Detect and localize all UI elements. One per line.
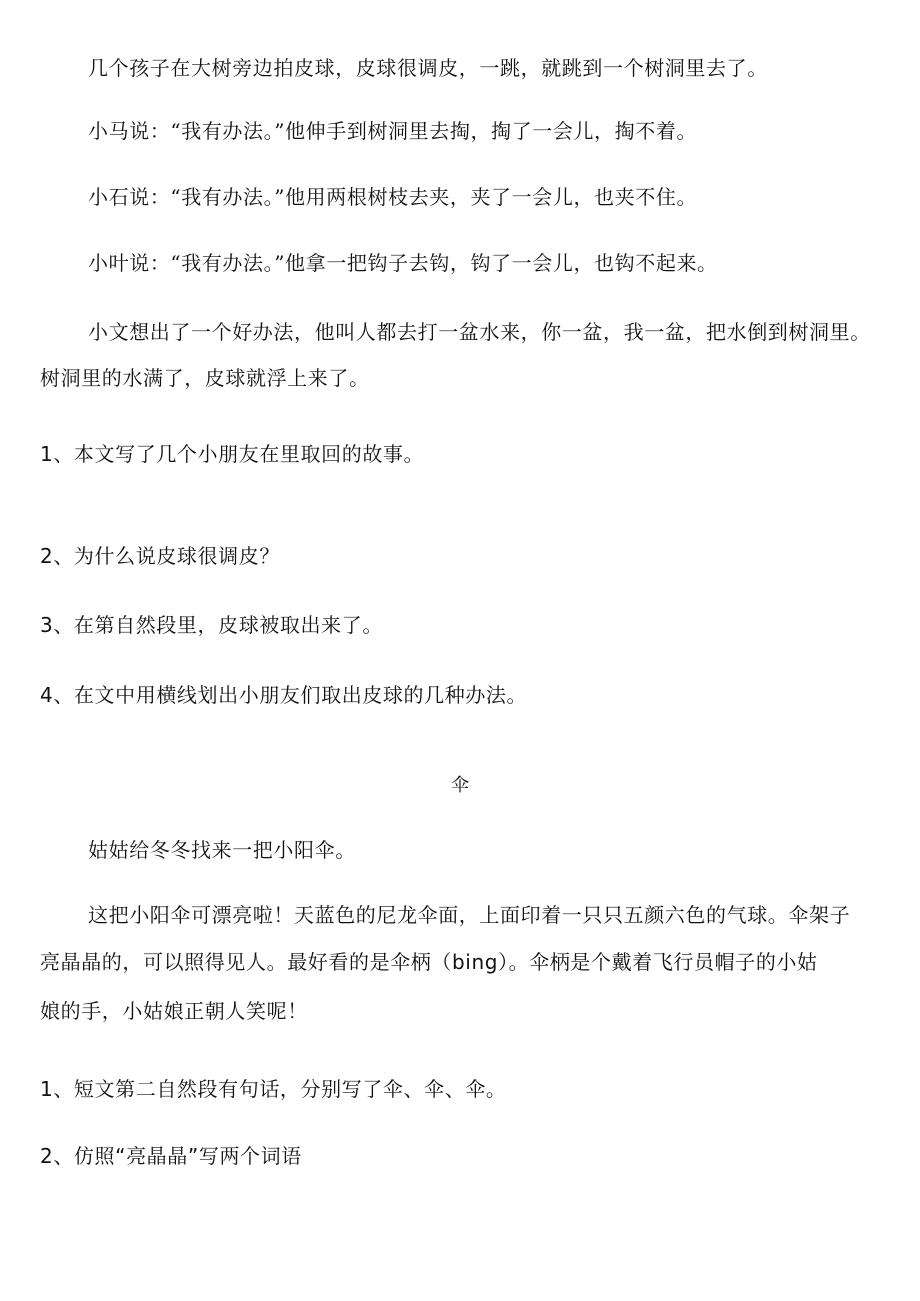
story2-question-1: 1、短文第二自然段有句话，分别写了伞、伞、伞。 [40,1077,507,1101]
story2-paragraph-2-line-2-text-b: ）。伞柄是个戴着飞行员帽子的小姑 [498,950,818,974]
story2-question-2: 2、仿照“亮晶晶”写两个词语 [40,1144,302,1168]
story2-paragraph-2-line-3: 娘的手，小姑娘正朝人笑呢！ [40,999,308,1023]
story1-paragraph-3: 小石说：“我有办法。”他用两根树枝去夹，夹了一会儿，也夹不住。 [88,185,698,209]
pinyin-bing: bing [452,950,499,974]
story1-question-3: 3、在第自然段里，皮球被取出来了。 [40,613,383,637]
story1-question-1: 1、本文写了几个小朋友在里取回的故事。 [40,442,425,466]
story1-paragraph-5-line-2: 树洞里的水满了，皮球就浮上来了。 [40,366,370,390]
story1-paragraph-1: 几个孩子在大树旁边拍皮球，皮球很调皮，一跳，就跳到一个树洞里去了。 [88,56,768,80]
story1-question-4: 4、在文中用横线划出小朋友们取出皮球的几种办法。 [40,683,528,707]
story2-paragraph-2-line-2 [40,948,818,976]
story1-paragraph-5-line-1: 小文想出了一个好办法，他叫人都去打一盆水来，你一盆，我一盆，把水倒到树洞里。 [88,320,871,344]
story2-paragraph-2-line-2-text-a: 亮晶晶的，可以照得见人。最好看的是伞柄（ [40,950,452,974]
story2-title: 伞 [451,775,469,796]
story2-paragraph-1: 姑姑给冬冬找来一把小阳伞。 [88,838,356,862]
story1-paragraph-4: 小叶说：“我有办法。”他拿一把钩子去钩，钩了一会儿，也钩不起来。 [88,251,718,275]
story1-question-2: 2、为什么说皮球很调皮？ [40,544,280,568]
story1-paragraph-2: 小马说：“我有办法。”他伸手到树洞里去掏，掏了一会儿，掏不着。 [88,119,698,143]
story2-paragraph-2-line-1: 这把小阳伞可漂亮啦！天蓝色的尼龙伞面，上面印着一只只五颜六色的气球。伞架子 [88,903,851,927]
